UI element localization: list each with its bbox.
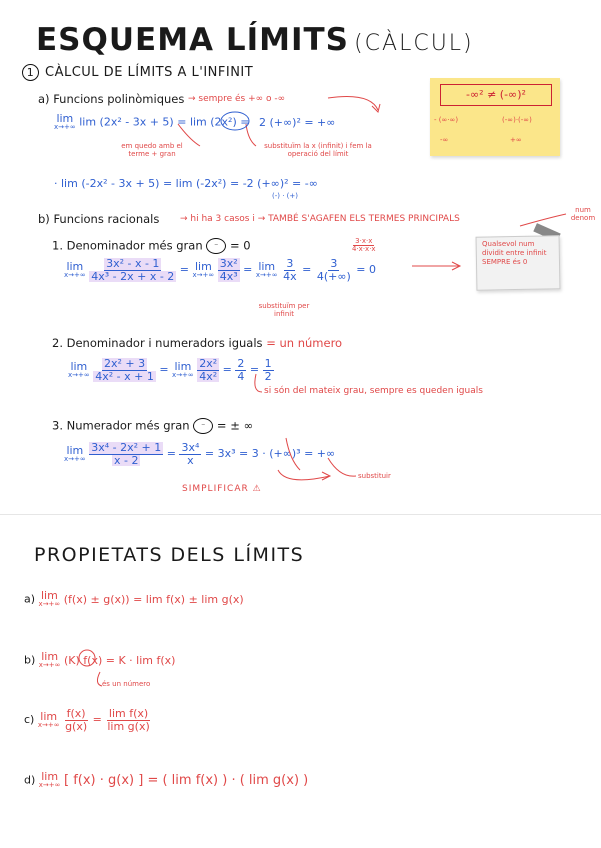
c2-num4: 1 — [264, 357, 272, 370]
case-2-label — [52, 336, 342, 350]
c2-den4: 2 — [264, 369, 272, 383]
arrow-head — [372, 104, 380, 112]
subsection-b-note: → hi ha 3 casos i → TAMBÉ S'AGAFEN ELS TERMES PRINCIPALS — [180, 214, 460, 224]
c2-den1: 4x² - x + 1 — [95, 369, 154, 383]
property-c: c) lim x→+∞ $\frac{f(x)}{g(x)}$ = $\frac{\text{lim f(x)}}{\text{lim g(x)}}$ — [24, 707, 150, 733]
lim-word: lim — [40, 589, 58, 602]
lim-sub: x→+∞ — [64, 270, 86, 279]
lim-word: lim — [41, 650, 59, 663]
sticky2-text: Qualsevol num dividit entre infinit SEMPRE és 0 — [482, 240, 547, 266]
c1-simp-den: 4·x·x·x — [352, 245, 376, 254]
arrow-curve — [328, 97, 378, 111]
prop-d-text: [ f(x) · g(x) ] = ( lim f(x) ) · ( lim g(x) ) — [64, 772, 309, 788]
property-a — [24, 591, 244, 608]
prop-d-label: d) — [24, 773, 36, 787]
case-3-example: lim x→+∞ $\frac{\text{3x⁴ - 2x² + 1}}{x - 2}$ = $\frac{\text{3x⁴}}{x}$ = 3x³ = 3 · (+∞)³ = +∞ — [64, 441, 336, 467]
c1-num2: 3x² — [219, 257, 238, 270]
lim-sub: x→+∞ — [38, 661, 61, 670]
section-divider — [0, 514, 601, 515]
lim-sub: x→+∞ — [38, 781, 61, 790]
c2-den2: 4x² — [199, 369, 218, 383]
poly-ex1-rhs: 2 (+∞)² = +∞ — [258, 115, 336, 129]
sticky1-left-2: -∞ — [440, 136, 449, 144]
c1-simplify — [350, 238, 378, 254]
c1-den1: 4x³ - 2x + x - 2 — [91, 269, 175, 283]
c3-num1: 3x⁴ - 2x² + 1 — [91, 441, 162, 454]
c3-rhs: 3x³ = 3 · (+∞)³ = +∞ — [217, 447, 336, 461]
title-main: ESQUEMA LÍMITS — [36, 22, 349, 58]
property-b — [24, 652, 175, 669]
c3-simplify-text: SIMPLIFICAR — [182, 484, 249, 494]
lim-sub: x→+∞ — [192, 270, 215, 279]
case-1-result: = 0 — [229, 238, 251, 253]
c2-num1: 2x² + 3 — [103, 357, 146, 370]
poly-ex1-mid: lim (2x²) = — [189, 115, 250, 129]
lim-symbol: lim x→+∞ — [54, 112, 76, 132]
lim-sub: x→+∞ — [54, 123, 76, 132]
lim-word: lim — [41, 770, 59, 783]
case-1-text: 1. Denominador més gran — [52, 238, 203, 253]
c1-num4: 3 — [330, 257, 338, 270]
subsection-b-side-note: num denom — [570, 206, 596, 222]
case-3-text: 3. Numerador més gran — [52, 418, 190, 433]
title-sub: (CÀLCUL) — [354, 31, 474, 56]
poly-ex2-signs: (-) · (+) — [272, 192, 298, 200]
c1-num1: 3x² - x - 1 — [106, 257, 160, 270]
prop-c-label: c) — [24, 713, 35, 727]
infinity-inequality: -∞² ≠ (-∞)² — [440, 84, 552, 106]
poly-note-2: substituïm la x (infinit) i fem la operació del límit — [264, 142, 372, 158]
subsection-a-note: → sempre és +∞ o -∞ — [188, 94, 286, 104]
c1-substitute-note: substituïm per infinit — [258, 302, 310, 318]
lim-sub: x→+∞ — [172, 370, 194, 379]
poly-note-1: em quedo amb el terme + gran — [121, 142, 183, 158]
lim-sub: x→+∞ — [255, 270, 278, 279]
poly-example-2: · lim (-2x² - 3x + 5) = lim (-2x²) = -2 (+∞)² = -∞ — [54, 177, 318, 190]
sticky1-right-1: (-∞)·(-∞) — [502, 116, 532, 124]
c1-den2: 4x³ — [219, 269, 238, 283]
lim-word: lim — [40, 709, 58, 723]
lim-sub: x→+∞ — [68, 370, 90, 379]
case-2-example: lim x→+∞ $\frac{\text{2x² + 3}}{\text{4x² - x + 1}}$ = lim x→+∞ $\frac{\text{2x²}}{\text{4x²}}$ = $\frac{2}{4}$ = $\frac{1}{2}$ — [68, 357, 272, 383]
section-2-heading: PROPIETATS DELS LÍMITS — [34, 544, 305, 566]
c3-simplify — [182, 484, 262, 494]
sticky1-right-2: +∞ — [510, 136, 522, 144]
case-2-text: 2. Denominador i numeradors iguals — [52, 336, 263, 350]
prop-c-num: f(x) — [66, 707, 86, 720]
prop-a-label: a) — [24, 592, 36, 606]
case-3-label: 3. Numerador més gran ⁻ = ± ∞ — [52, 418, 254, 433]
section-1-title: CÀLCUL DE LÍMITS A L'INFINIT — [45, 65, 254, 80]
c2-den3: 4 — [237, 369, 245, 383]
c3-den1: x - 2 — [113, 453, 139, 467]
poly-ex2-rhs: -2 (+∞)² = -∞ — [242, 177, 318, 190]
c3-substitute: substituir — [358, 472, 391, 480]
c1-num3: 3 — [286, 257, 294, 270]
lim-sub: x→+∞ — [38, 600, 61, 609]
c2-num2: 2x² — [199, 357, 218, 370]
prop-b-label: b) — [24, 653, 36, 667]
page-title — [36, 22, 474, 58]
case-1-label: 1. Denominador més gran ⁻ = 0 — [52, 238, 251, 253]
sticky1-left-1: - (∞·∞) — [434, 116, 459, 124]
case-1-example: lim x→+∞ $\frac{\text{3x² - x - 1}}{\text{4x³ - 2x + x - 2}}$ = lim x→+∞ $\frac{\text{3x²}}{\text{4x³}}$ = lim x→+∞ $\frac{3}{4x}$ = $\frac{3}{4(+\infty)}$ = 0 — [64, 257, 377, 283]
poly-example-1 — [54, 114, 335, 131]
lim-sub: x→+∞ — [37, 720, 60, 729]
section-1-heading — [22, 64, 253, 81]
case-2-result: = un número — [266, 336, 343, 350]
prop-b-text: (K) f(x) = K · lim f(x) — [64, 653, 176, 667]
subsection-b-label: b) Funcions racionals — [38, 212, 160, 226]
prop-c-den: g(x) — [65, 719, 88, 733]
prop-c-num2: lim f(x) — [108, 707, 149, 720]
c2-note: si són del mateix grau, sempre es queden iguals — [264, 386, 483, 396]
prop-b-note: és un número — [102, 680, 151, 688]
case-3-result: = ± ∞ — [216, 418, 254, 433]
poly-ex1-lhs: lim (2x² - 3x + 5) = — [79, 115, 187, 129]
warning-icon: ⚠ — [252, 484, 262, 494]
prop-c-den2: lim g(x) — [107, 719, 150, 733]
lim-sub: x→+∞ — [64, 454, 86, 463]
c2-num3: 2 — [237, 357, 245, 370]
prop-a-text: (f(x) ± g(x)) = lim f(x) ± lim g(x) — [63, 592, 244, 606]
section-number: 1 — [22, 64, 39, 81]
c1-den4: 4(+∞) — [316, 269, 351, 283]
c1-simp-num: 3·x·x — [355, 237, 373, 245]
poly-ex2-lhs: lim (-2x² - 3x + 5) = lim (-2x²) = — [61, 177, 240, 190]
c3-den2: x — [187, 453, 194, 467]
c1-end: = 0 — [356, 263, 377, 277]
subsection-a-label: a) Funcions polinòmiques — [38, 92, 185, 106]
c3-num2: 3x⁴ — [181, 441, 200, 454]
property-d — [24, 772, 308, 789]
c1-den3: 4x — [283, 269, 297, 283]
